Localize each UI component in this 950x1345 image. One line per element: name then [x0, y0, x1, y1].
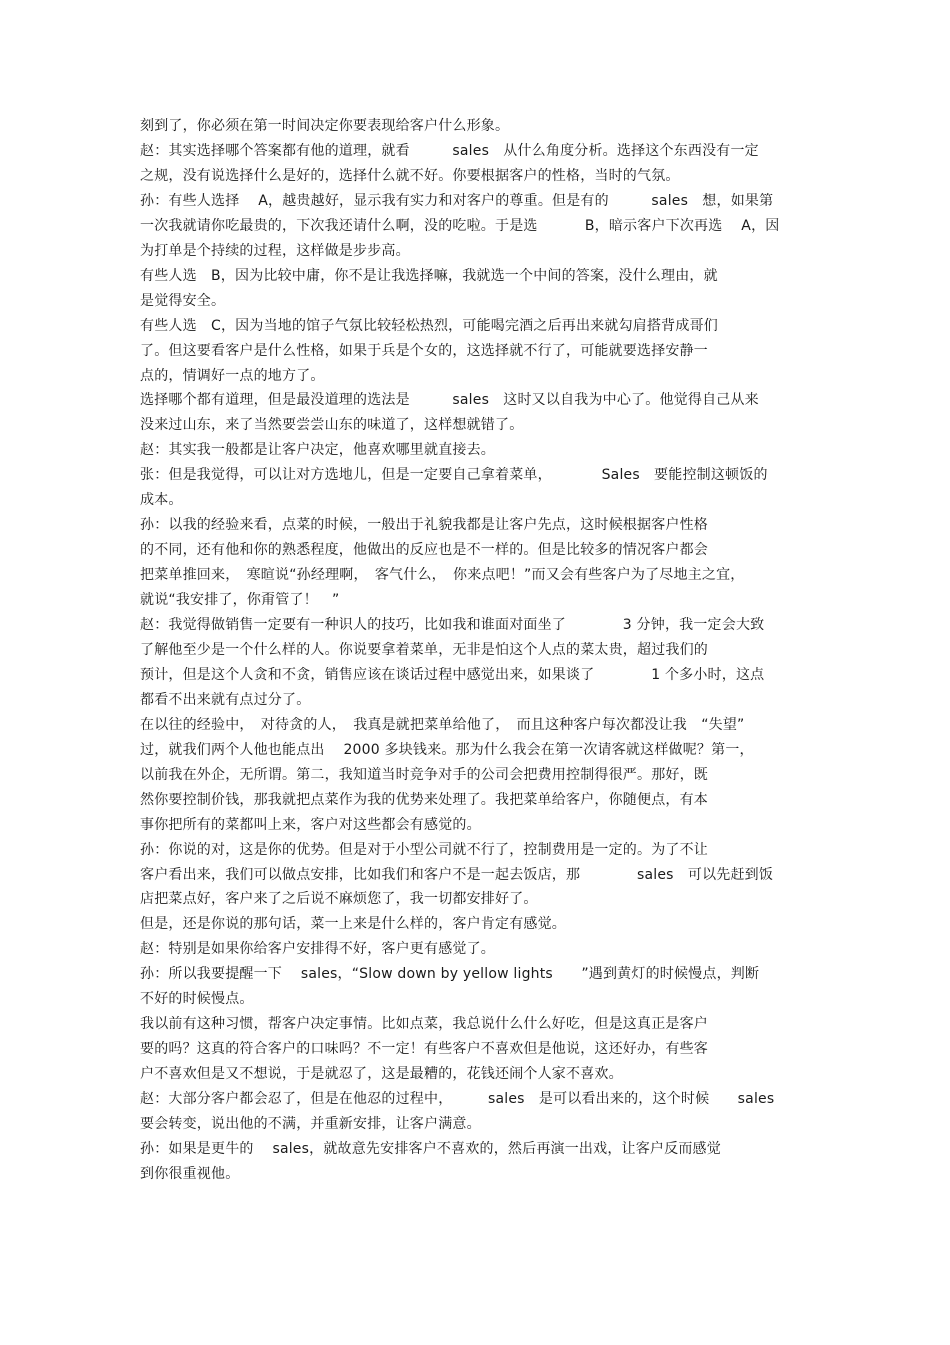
text-line: 孙：所以我要提醒一下 sales，“Slow down by yellow lights ”遇到黄灯的时候慢点，判断 [140, 966, 760, 982]
text-line: 赵：其实我一般都是让客户决定，他喜欢哪里就直接去。 [140, 442, 495, 458]
text-line: 有些人选 B，因为比较中庸，你不是让我选择嘛，我就选一个中间的答案，没什么理由，就 [140, 268, 718, 284]
text-line: 成本。 [140, 492, 183, 508]
text-line: 到你很重视他。 [140, 1166, 240, 1182]
text-line: 以前我在外企，无所谓。第二，我知道当时竞争对手的公司会把费用控制得很严。那好，既 [140, 767, 708, 783]
text-line: 张：但是我觉得，可以让对方选地儿，但是一定要自己拿着菜单， Sales 要能控制这顿饭的 [140, 467, 768, 483]
text-line: 不好的时候慢点。 [140, 991, 254, 1007]
text-line: 孙：你说的对，这是你的优势。但是对于小型公司就不行了，控制费用是一定的。为了不让 [140, 842, 708, 858]
text-line: 孙：有些人选择 A，越贵越好，显示我有实力和对客户的尊重。但是有的 sales 想，如果第 [140, 193, 774, 209]
text-line: 预计，但是这个人贪和不贪，销售应该在谈话过程中感觉出来，如果谈了 1 个多小时，这点 [140, 667, 765, 683]
text-line: 点的，情调好一点的地方了。 [140, 368, 325, 384]
text-line: 就说“我安排了，你甭管了！ ” [140, 592, 340, 608]
text-line: 赵：我觉得做销售一定要有一种识人的技巧，比如我和谁面对面坐了 3 分钟，我一定会大致 [140, 617, 765, 633]
text-line: 我以前有这种习惯，帮客户决定事情。比如点菜，我总说什么什么好吃，但是这真正是客户 [140, 1016, 708, 1032]
text-line: 赵：特别是如果你给客户安排得不好，客户更有感觉了。 [140, 941, 495, 957]
text-line: 赵：其实选择哪个答案都有他的道理，就看 sales 从什么角度分析。选择这个东西没有一定 [140, 143, 759, 159]
text-line: 的不同，还有他和你的熟悉程度，他做出的反应也是不一样的。但是比较多的情况客户都会 [140, 542, 708, 558]
text-line: 刻到了，你必须在第一时间决定你要表现给客户什么形象。 [140, 118, 510, 134]
text-line: 但是，还是你说的那句话，菜一上来是什么样的，客户肯定有感觉。 [140, 916, 566, 932]
text-line: 没来过山东，来了当然要尝尝山东的味道了，这样想就错了。 [140, 417, 524, 433]
text-line: 户不喜欢但是又不想说，于是就忍了，这是最糟的，花钱还闹个人家不喜欢。 [140, 1066, 623, 1082]
text-line: 有些人选 C，因为当地的馆子气氛比较轻松热烈，可能喝完酒之后再出来就勾肩搭背成哥们 [140, 318, 718, 334]
text-line: 一次我就请你吃最贵的，下次我还请什么啊，没的吃啦。于是选 B，暗示客户下次再选 A，因 [140, 218, 780, 234]
text-line: 事你把所有的菜都叫上来，客户对这些都会有感觉的。 [140, 817, 481, 833]
text-line: 然你要控制价钱，那我就把点菜作为我的优势来处理了。我把菜单给客户，你随便点，有本 [140, 792, 708, 808]
text-line: 孙：以我的经验来看，点菜的时候，一般出于礼貌我都是让客户先点，这时候根据客户性格 [140, 517, 708, 533]
text-line: 客户看出来，我们可以做点安排，比如我们和客户不是一起去饭店，那 sales 可以先赶到饭 [140, 867, 774, 883]
text-line: 在以往的经验中， 对待贪的人， 我真是就把菜单给他了， 而且这种客户每次都没让我 “失望” [140, 717, 745, 733]
text-line: 要的吗？这真的符合客户的口味吗？不一定！有些客户不喜欢但是他说，这还好办，有些客 [140, 1041, 708, 1057]
text-line: 过，就我们两个人他也能点出 2000 多块钱来。那为什么我会在第一次请客就这样做呢？第一， [140, 742, 754, 758]
text-line: 把菜单推回来， 寒暄说“孙经理啊， 客气什么， 你来点吧！”而又会有些客户为了尽地主之宜， [140, 567, 745, 583]
text-line: 店把菜点好，客户来了之后说不麻烦您了，我一切都安排好了。 [140, 891, 538, 907]
text-line: 赵：大部分客户都会忍了，但是在他忍的过程中， sales 是可以看出来的，这个时候 sales [140, 1091, 775, 1107]
text-line: 都看不出来就有点过分了。 [140, 692, 311, 708]
text-line: 要会转变，说出他的不满，并重新安排，让客户满意。 [140, 1116, 481, 1132]
text-line: 选择哪个都有道理，但是最没道理的选法是 sales 这时又以自我为中心了。他觉得自己从来 [140, 392, 759, 408]
text-line: 孙：如果是更牛的 sales，就故意先安排客户不喜欢的，然后再演一出戏，让客户反而感觉 [140, 1141, 721, 1157]
text-line: 为打单是个持续的过程，这样做是步步高。 [140, 243, 410, 259]
text-line: 之规，没有说选择什么是好的，选择什么就不好。你要根据客户的性格，当时的气氛。 [140, 168, 680, 184]
text-line: 了解他至少是一个什么样的人。你说要拿着菜单，无非是怕这个人点的菜太贵，超过我们的 [140, 642, 708, 658]
text-line: 了。但这要看客户是什么性格，如果于兵是个女的，这选择就不行了，可能就要选择安静一 [140, 343, 708, 359]
text-line: 是觉得安全。 [140, 293, 226, 309]
